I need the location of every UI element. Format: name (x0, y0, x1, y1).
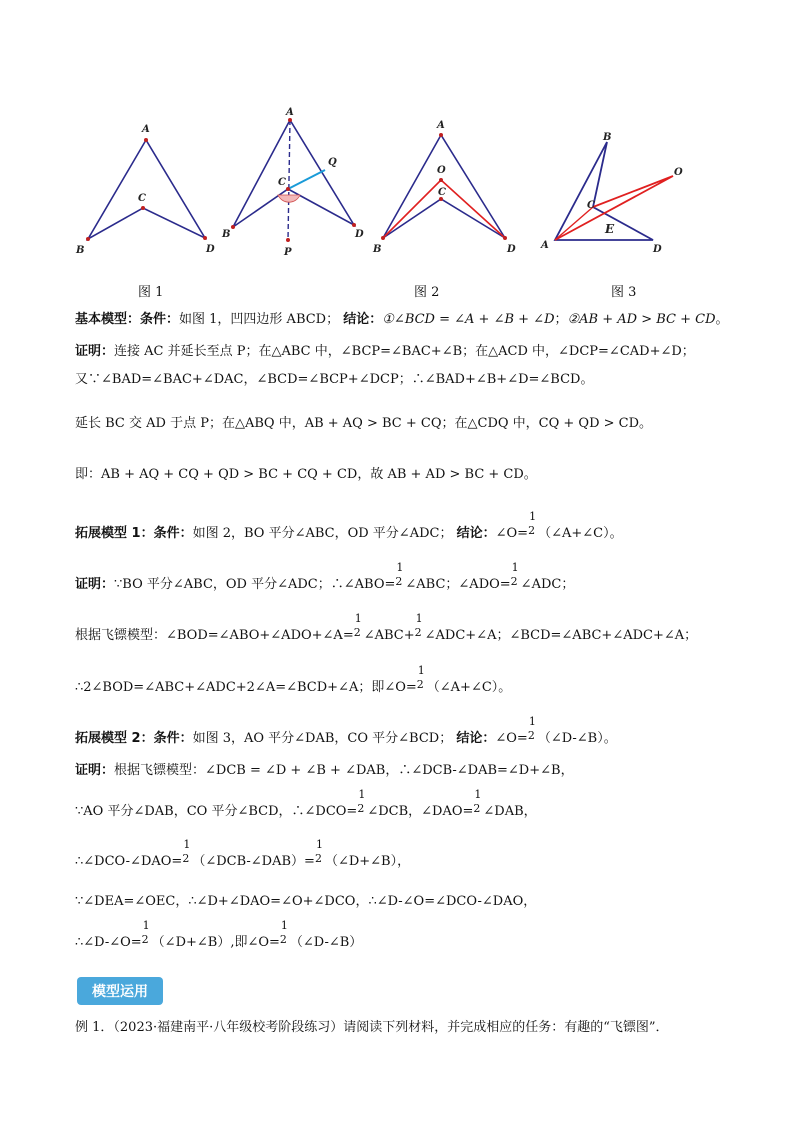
svg-text:D: D (206, 244, 215, 255)
svg-text:P: P (284, 247, 292, 258)
svg-text:A: A (142, 124, 150, 135)
svg-text:B: B (222, 229, 231, 240)
fraction-half: 1 $^2$ (473, 788, 482, 815)
proof-line-1: 证明：连接 AC 并延长至点 P；在△ABC 中，∠BCP=∠BAC+∠B；在△ACD 中，∠DCP=∠CAD+∠D； (75, 344, 695, 359)
svg-text:B: B (76, 245, 85, 256)
ext2-proof-line-5: ∴∠D-∠O= 1 $^2$ （∠D+∠B）,即∠O= 1 $^2$ （∠D-∠B） (75, 919, 363, 950)
ext2-proof-line-2: ∵AO 平分∠DAB，CO 平分∠BCD，∴∠DCO= 1 $^2$ ∠DCB，∠DAO= 1 $^2$ ∠DAB， (75, 788, 537, 819)
svg-text:D: D (507, 244, 516, 255)
proof-line-2: 又∵∠BAD=∠BAC+∠DAC，∠BCD=∠BCP+∠DCP；∴∠BAD+∠B+∠D=∠BCD。 (75, 372, 594, 387)
ext1-proof-line-2: 根据飞镖模型：∠BOD=∠ABO+∠ADO+∠A= 1 $^2$ ∠ABC+ 1 $^2$ ∠ADC+∠A；∠BCD=∠ABC+∠ADC+∠A； (75, 612, 698, 643)
figure-3 (535, 130, 690, 260)
fraction-half: 1 $^2$ (353, 612, 362, 639)
proof-line-3: 延长 BC 交 AD 于点 P；在△ABQ 中，AB + AQ > BC + CQ；在△CDQ 中，CQ + QD > CD。 (75, 416, 653, 431)
ext1-proof-line-3: ∴2∠BOD=∠ABC+∠ADC+2∠A=∠BCD+∠A；即∠O= 1 $^2$ （∠A+∠C）。 (75, 664, 512, 695)
ext2-proof-line-1: 证明：根据飞镖模型：∠DCB = ∠D + ∠B + ∠DAB，∴∠DCB-∠DAB=∠D+∠B， (75, 763, 574, 778)
svg-text:O: O (437, 165, 446, 176)
figure-2 (370, 115, 525, 260)
svg-text:O: O (674, 167, 683, 178)
fraction-half: 1 $^2$ (141, 919, 150, 946)
fraction-half: 1 $^2$ (314, 838, 323, 865)
ext1-proof-line-1: 证明：∵BO 平分∠ABC，OD 平分∠ADC；∴∠ABO= 1 $^2$ ∠ABC；∠ADO= 1 $^2$ ∠ADC； (75, 561, 575, 592)
fraction-half: 1 $^2$ (416, 664, 425, 691)
fraction-half: 1 $^2$ (395, 561, 404, 588)
basic-model-line: 基本模型：条件：如图 1，凹四边形 ABCD； 结论：①∠BCD = ∠A + ∠B + ∠D；②AB + AD > BC + CD。 (75, 312, 729, 327)
example-1-line: 例 1．（2023·福建南平·八年级校考阶段练习）请阅读下列材料，并完成相应的任务：有趣的“飞镖图”． (75, 1020, 669, 1035)
fraction-half: 1 $^2$ (357, 788, 366, 815)
figure-1-caption: 图 1 (138, 285, 164, 300)
svg-text:D: D (653, 244, 662, 255)
svg-text:C: C (138, 193, 146, 204)
figure-2-auxiliary (220, 105, 370, 265)
svg-text:Q: Q (328, 157, 337, 168)
figure-2-caption: 图 2 (414, 285, 440, 300)
section-badge-model-application: 模型运用 (77, 977, 163, 1005)
svg-text:A: A (541, 240, 549, 251)
fraction-half: 1 $^2$ (527, 715, 536, 742)
svg-text:A: A (286, 107, 294, 118)
svg-text:D: D (355, 229, 364, 240)
fraction-half: 1 $^2$ (528, 510, 537, 537)
svg-text:E: E (605, 222, 615, 236)
ext1-condition-line: 拓展模型 1：条件：如图 2，BO 平分∠ABC，OD 平分∠ADC； 结论：∠O= 1 $^2$ （∠A+∠C）。 (75, 510, 623, 541)
svg-text:C: C (587, 200, 595, 211)
fraction-half: 1 $^2$ (414, 612, 423, 639)
figure-3-caption: 图 3 (611, 285, 637, 300)
fraction-half: 1 $^2$ (510, 561, 519, 588)
svg-text:B: B (373, 244, 382, 255)
fraction-half: 1 $^2$ (182, 838, 191, 865)
ext2-condition-line: 拓展模型 2：条件：如图 3，AO 平分∠DAB，CO 平分∠BCD； 结论：∠O= 1 $^2$ （∠D-∠B）。 (75, 715, 617, 746)
svg-text:C: C (278, 177, 286, 188)
ext2-proof-line-4: ∵∠DEA=∠OEC，∴∠D+∠DAO=∠O+∠DCO，∴∠D-∠O=∠DCO-∠DAO， (75, 894, 537, 909)
svg-text:B: B (603, 132, 612, 143)
svg-text:A: A (437, 120, 445, 131)
fraction-half: 1 $^2$ (279, 919, 288, 946)
ext2-proof-line-3: ∴∠DCO-∠DAO= 1 $^2$ （∠DCB-∠DAB）= 1 $^2$ （∠D+∠B）， (75, 838, 411, 869)
svg-text:C: C (438, 187, 446, 198)
proof-line-4: 即：AB + AQ + CQ + QD > BC + CQ + CD，故 AB + AD > BC + CD。 (75, 467, 537, 482)
figure-1 (70, 118, 220, 263)
